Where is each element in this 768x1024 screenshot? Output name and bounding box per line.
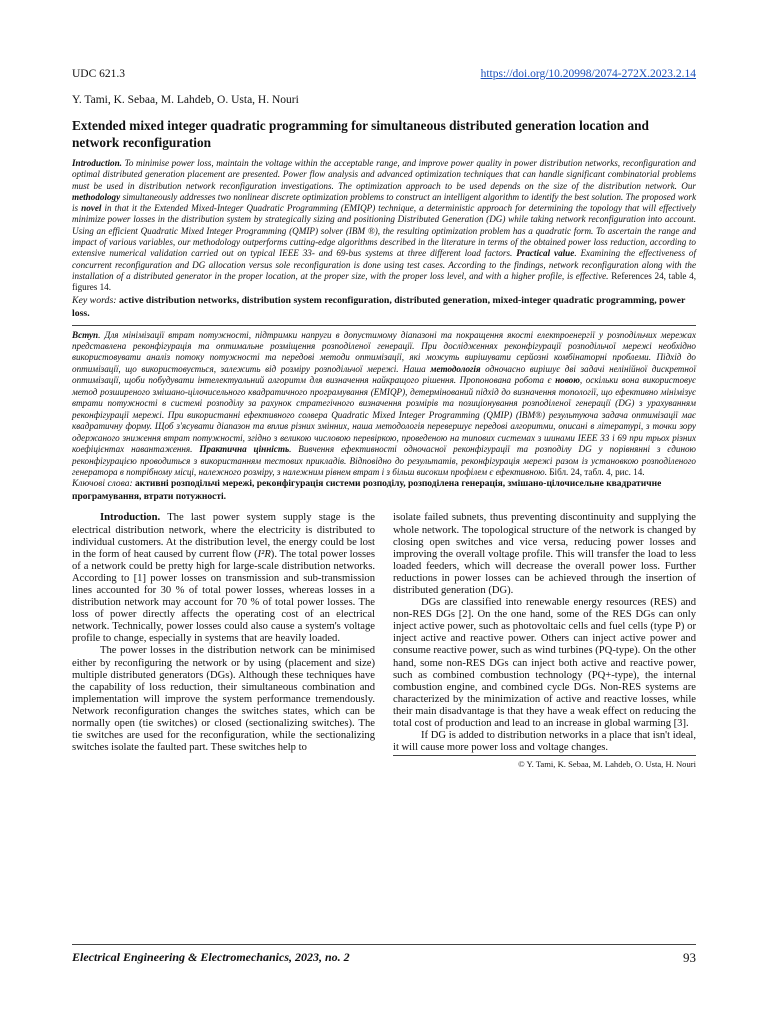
keywords-uk (72, 478, 696, 503)
divider (72, 325, 696, 326)
abstract-uk-text: . Для мінімізації втрат потужності, підтримки напруги в допустимому діапазоні та покращення якості електроенергії у розподільчих мережах представлена реконфігурація та оптимальне розміщення розподіленої генерації. При дослідженнях реконфігурації розподільчої мережі необхідно використовувати аналіз потоку потужності та передові методи оптимізації, які можуть вирішувати серйозні комбінаторні проблеми. Підхід до оптимізації, що використовується, залежить від розміру розподільчої мережі. Наша (72, 329, 696, 374)
keywords-label: Key words: (72, 294, 117, 306)
journal-name: Electrical Engineering & Electromechanics, 2023, no. 2 (72, 950, 350, 964)
keywords-value: active distribution networks, distribution system reconfiguration, distributed generation, mixed-integer quadratic programming, power loss. (72, 294, 686, 319)
abstract-text: simultaneously addresses two nonlinear discrete optimization problems to construct an intelligent algorithm to identify the best solution. The proposed work is (72, 191, 696, 214)
authors: Y. Tami, K. Sebaa, M. Lahdeb, O. Usta, H. Nouri (72, 94, 299, 106)
keywords-uk-value: активні розподільчі мережі, реконфігурація системи розподілу, розподілена генерація, змішано-цілочисельне квадратичне програмування, втрати потужності. (72, 479, 662, 502)
footer (72, 950, 696, 966)
right-column (393, 512, 696, 770)
keywords-en (72, 294, 696, 320)
paragraph (72, 512, 375, 645)
abstract-intro-label: Introduction. (72, 158, 122, 168)
paragraph: isolate failed subnets, thus preventing discontinuity and supplying the whole network. The topological structure of the network is changed by closing open switches and vice versa, reducing power losses and improving the overall voltage profile. This will transfer the load to less loaded feeders, which will decrease the overall power loss. Further reductions in power losses can be achieved through the insertion of distributed generation (DG). (393, 512, 696, 597)
abstract-text: in that it the Extended Mixed-Integer Quadratic Programming (EMIQP) technique, a deterministic approach for determining the topology that will effectively minimize power losses in the distribution system by strategically sizing and positioning Distributed Generation (DG) while taking network reconfiguration into account. Using an efficient Quadratic Mixed Integer Programming (QMIP) solver (IBM ®), the resulting optimization problem has a quadratic form. To ascertain the range and impact of various variables, our methodology outperforms cutting-edge algorithms described in the literature in terms of the obtained power loss reduction, according to extensive numerical validation carried out on typical IEEE 33- and 69-bus systems at three different load factors. (72, 203, 697, 259)
abstract-text: To minimise power loss, maintain the voltage within the acceptable range, and improve power quality in power distribution networks, reconfiguration and optimal distributed generation placement are presented. Power flow analysis and advanced optimization techniques that can handle significant combinatorial problems must be used in distribution network reconfiguration investigations. The optimization approach to be used depends on the size of the distribution network. Our (72, 158, 696, 191)
copyright: © Y. Tami, K. Sebaa, M. Lahdeb, O. Usta, H. Nouri (393, 755, 696, 770)
abstract-practical-label: Practical value (516, 248, 575, 259)
abstract-uk (72, 330, 696, 479)
abstract-uk-text: одночасно вирішує дві задачі нелінійної дискретної оптимізації, щоби побудувати інтелектуальний алгоритм для визначення найкращого рішення. Пропонована робота є (72, 363, 696, 386)
abstract-uk-practical-label: Практична цінність (199, 444, 290, 455)
page-number: 93 (683, 950, 696, 965)
paper-title: Extended mixed integer quadratic programming for simultaneous distributed generation location and network reconfiguration (72, 118, 649, 150)
abstract-uk-novelty-label: новою (555, 375, 580, 386)
abstract-uk-refs: Бібл. 24, табл. 4, рис. 14. (547, 467, 645, 477)
abstract-text: . Examining the effectiveness of concurrent reconfiguration and DG allocation versus sole reconfiguration is done using test cases. According to the findings, network reconfiguration along with the installation of a distributed generator in the proper location, at the proper size, with the proper loss level, and with a higher profile, is effective. (72, 248, 697, 281)
body-columns (72, 512, 696, 770)
abstract-uk-method-label: методологія (430, 363, 481, 374)
paragraph-text: ). The total power losses of a network could be pretty high for large-scale distribution networks. According to [1] power losses on transmission and sub-transmission lines accounted for 30 % of total power losses, whereas losses in a distribution network may account for 70 % of total power losses. The loss of power directly affects the operating cost of an electrical network. Technically, power losses could also cause a system's voltage profile to change, especially in systems that are heavily loaded. (72, 548, 375, 645)
abstract-en (72, 158, 696, 294)
header-line (72, 66, 696, 82)
udc-code: UDC 621.3 (72, 68, 126, 80)
paragraph-text: The last power system supply stage is the electrical distribution network, where the electricity is distributed to individual customers. At the distribution level, the energy could be lost in the form of heat caused by current flow ( (72, 512, 375, 560)
abstract-refs: References 24, table 4, figures 14. (72, 270, 697, 293)
abstract-uk-text: . Вивчення ефективності одночасної реконфігурації та розподілу DG у порівнянні з єдиною реконфігурацією проводиться з використанням тестових прикладів. Відповідно до результатів, реконфігурація мережі разом із установкою розподіленого генератора в потрібному місці, належного розміру, з належним рівнем втрат і з більш високим профілем є ефективною. (72, 444, 696, 477)
abstract-uk-intro-label: Вступ (72, 329, 99, 340)
paragraph: DGs are classified into renewable energy resources (RES) and non-RES DGs [2]. On the one hand, some of the RES DGs can only inject active power, such as photovoltaic cells and fuel cells (type P) or inject active and reactive power. Others can inject active power and consume reactive power, such as wind turbines (PQ-type). On the other hand, some non-RES DGs can inject both active and reactive power, such as combined combustion technology (PQ+-type), the internal combustion engine, and combined cycle DGs. Non-RES systems are characterized by the minimization of active and reactive losses, while their main disadvantage is that they have a weak effect on reducing the total cost of production and lead to an increase in global warming [3]. (393, 597, 696, 730)
paragraph: If DG is added to distribution networks in a place that isn't ideal, it will cause more power loss and voltage changes. (393, 730, 696, 754)
abstract-uk-text: , оскільки вона використовує метод розширеного змішано-цілочисельного квадратичного програмування (EMIQP), детермінований підхід до визначення топології, що ефективно мінімізує втрати потужності в системі розподілу за рахунок стратегічного визначення розмірів та позиціонування розподіленої генерації (DG) з урахуванням реконфігурації мережі. При використанні ефективного солвера Quadratic Mixed Integer Programming (QMIP) (IBM®) результуюча задача оптимізації має квадратичну форму. Щоб з'ясувати діапазон та вплив різних змінних, наша методологія перевершує передові алгоритми, описані в літературі, з точки зору одержаного зниження втрат потужності, згідно з великою числовою перевіркою, проведеною на типових системах з шинами IEEE 33 і 69 при трьох різних коефіцієнтах навантаження. (72, 375, 697, 455)
keywords-uk-label: Ключові слова: (72, 479, 133, 490)
paper-page (72, 66, 696, 770)
abstract-novel-label: novel (81, 203, 102, 214)
doi-link[interactable]: https://doi.org/10.20998/2074-272X.2023.2.14 (480, 68, 696, 80)
footer-rule (72, 944, 696, 945)
left-column (72, 512, 375, 770)
paragraph: The power losses in the distribution network can be minimised either by reconfiguring the network or by using (placement and size) multiple distributed generators (DGs). Although these techniques have the capability of loss reduction, their simultaneous combination and implementation will improve the system performance tremendously. Network reconfiguration changes the switches states, which can be normally open (tie switches) or closed (sectionalizing switches). The tie switches are used for the reconfiguration, while the sectionalizing switches isolate the faulted part. These switches help to (72, 645, 375, 754)
i2r-term: I²R (257, 548, 271, 560)
intro-heading: Introduction. (100, 512, 161, 524)
abstract-methodology-label: methodology (72, 191, 121, 202)
